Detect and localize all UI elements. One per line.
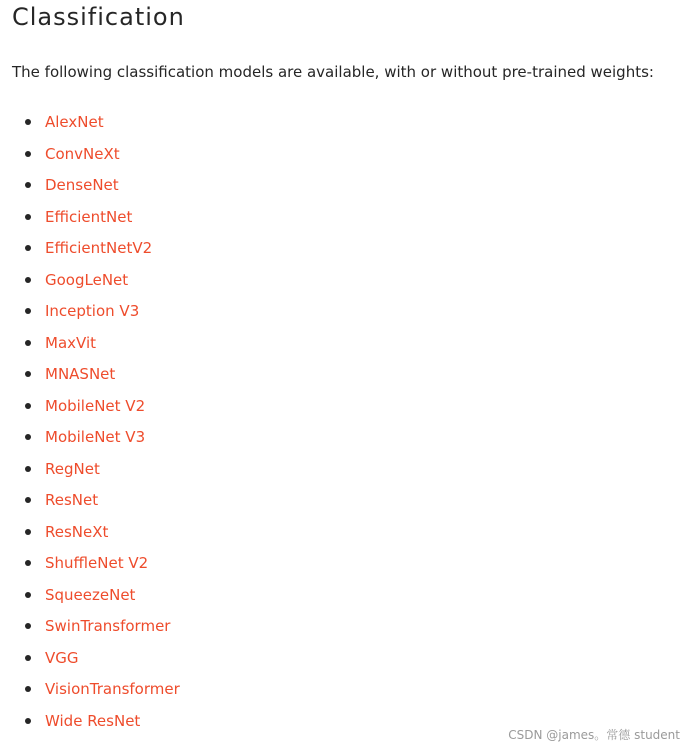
- model-link-visiontransformer[interactable]: VisionTransformer: [45, 680, 180, 698]
- bullet-icon: [25, 655, 31, 661]
- model-link-regnet[interactable]: RegNet: [45, 459, 100, 478]
- model-link-convnext[interactable]: ConvNeXt: [45, 144, 120, 163]
- bullet-icon: [25, 277, 31, 283]
- model-link-resnet[interactable]: ResNet: [45, 491, 99, 509]
- bullet-icon: [25, 119, 31, 125]
- model-link-densenet[interactable]: DenseNet: [45, 176, 119, 194]
- model-link-swintransformer[interactable]: SwinTransformer: [45, 617, 171, 635]
- model-link-alexnet[interactable]: AlexNet: [45, 113, 104, 131]
- bullet-icon: [25, 371, 31, 377]
- bullet-icon: [25, 592, 31, 598]
- bullet-icon: [25, 214, 31, 220]
- model-link-mnasnet[interactable]: MNASNet: [45, 365, 116, 383]
- bullet-icon: [25, 340, 31, 346]
- bullet-icon: [25, 245, 31, 251]
- model-link-mobilenet-v3[interactable]: MobileNet V3: [45, 428, 146, 446]
- model-link-efficientnet[interactable]: EfficientNet: [45, 207, 133, 226]
- model-link-inception-v3[interactable]: Inception V3: [45, 302, 140, 320]
- bullet-icon: [25, 497, 31, 503]
- model-link-vgg[interactable]: VGG: [45, 648, 79, 667]
- bullet-icon: [25, 308, 31, 314]
- model-link-wide-resnet[interactable]: Wide ResNet: [45, 711, 141, 730]
- bullet-icon: [25, 686, 31, 692]
- bullet-icon: [25, 623, 31, 629]
- model-link-maxvit[interactable]: MaxVit: [45, 333, 96, 352]
- intro-text: The following classification models are available, with or without pre-trained weights:: [12, 63, 654, 81]
- page-title: Classification: [12, 3, 185, 31]
- bullet-icon: [25, 529, 31, 535]
- bullet-icon: [25, 151, 31, 157]
- watermark: CSDN @james。常德 student: [508, 728, 680, 742]
- model-link-squeezenet[interactable]: SqueezeNet: [45, 585, 136, 604]
- bullet-icon: [25, 182, 31, 188]
- bullet-icon: [25, 434, 31, 440]
- bullet-icon: [25, 560, 31, 566]
- model-link-shufflenet-v2[interactable]: ShuffleNet V2: [45, 554, 149, 572]
- bullet-icon: [25, 466, 31, 472]
- bullet-icon: [25, 403, 31, 409]
- bullet-icon: [25, 718, 31, 724]
- model-link-resnext[interactable]: ResNeXt: [45, 522, 109, 541]
- model-link-efficientnetv2[interactable]: EfficientNetV2: [45, 239, 153, 257]
- model-link-mobilenet-v2[interactable]: MobileNet V2: [45, 396, 146, 415]
- model-link-googlenet[interactable]: GoogLeNet: [45, 270, 129, 289]
